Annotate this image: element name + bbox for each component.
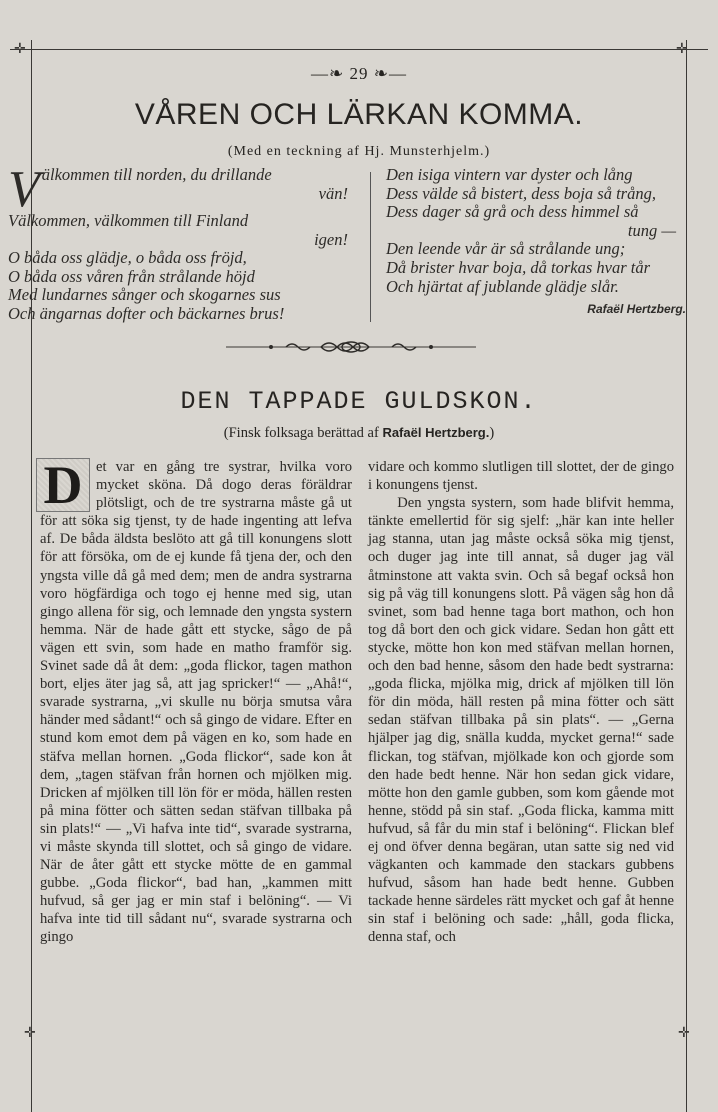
column-divider xyxy=(370,172,371,322)
poem-line: Och ängarnas dofter och bäckarnes brus! xyxy=(8,303,285,323)
crop-mark-icon: ✛ xyxy=(676,41,688,57)
poem-line: tung — xyxy=(627,220,676,240)
ornament-divider-icon xyxy=(226,338,476,356)
story-paragraph: vidare och kommo slutligen till slottet, der de gingo i konungens tjenst. xyxy=(368,459,674,494)
story-subtitle xyxy=(0,425,718,442)
poem-signature: Rafaël Hertzberg. xyxy=(587,302,686,317)
story-text-left: et var en gång tre systrar, hvilka voro mycket sköna. Då dogo deras föräldrar plötsligt, och de tre systrarna måste gå ut för att söka sig tjenst, ty de hade ingenting att lefva af. De båda äldsta beslöto att gå till konungens slott för att försöka, om de ej kunde få tjena der, och den yngsta ville då gå med dem; men de andra systrarna voro högfärdiga och togo ej henne med sig, utan gingo allena för sig, och lemnade den yngsta systern hemma. När de hade gått ett stycke, sågo de på vägen ett svin, som hade en matho framför sig. Svinet sade då åt dem: „goda flickor, tagen mathon bort, eljes äter jag så, att jag spricker!“ — „Ahå!“, svarade systrarna, „vi skulle nu börja smutsa våra händer med sådant!“ och så gingo de vidare. Efter en stund kom emot dem på vägen en ko, som hade en stäfva mellan hornen. „Goda flickor“, sade kon åt dem, „tagen stäfvan från hornen och mjölken mig. Dricken af mjölken till lön för er möda, hällen resten på mina fötter och sätten sedan stäfvan tillbaka på sin plats!“ — „Vi hafva inte tid“, svarade systrarna, vi måste skynda till slottet, och så gingo de vidare. När de åter gått ett stycke mötte de en gammal gubbe. „Goda flickor“, bad han, „kammen mitt hufvud, så ger jag er min staf i belöning“. — Vi hafva inte tid till sådant nu“, svarade systrarna och gingo xyxy=(40,459,352,946)
subtitle-author: Rafaël Hertzberg. xyxy=(382,425,490,440)
story-paragraph: Den yngsta systern, som hade blifvit hemma, tänkte emellertid för sig sjelf: „här kan inte heller jag stanna, utan jag måste också söka mig tjenst, och duger jag inte till annat, så duger jag väl åtminstone att vakta svin. Och så begaf också hon sig på väg till konungens slott. På vägen såg hon då svinet, som bad henne taga bort mathon, och hon tog då bort den och gick vidare. Sedan hon gått ett stycke, mötte hon kon med stäfvan mellan hornen, och den bad henne, såsom den hade bedt systrarna: „goda flicka, mjölka mig, drick af mjölken till lön för din möda, häll resten på mina fötter och sätt sedan stäfvan tillbaka på sin plats“. — „Gerna hjälper jag dig, snälla kudda, mycket gerna!“ sade flickan, tog stäfvan, mjölkade kon och gjorde som den hade bedt henne. När hon sedan gick vidare, mötte hon den gamle gubben, som kom gående mot henne, stödd på sin staf. „Goda flicka, kamma mitt hufvud, så får du min staf i belöning“. Flickan blef ej ond öfver denna begäran, utan satte sig ned vid vägkanten och kammade den stackars gubbens hufvud, såsom han hade bedt henne. Gubben tackade henne särdeles rätt mycket och gaf åt henne sin staf i belöning och sade: „håll, goda flicka, denna staf, och xyxy=(368,495,674,946)
poem-line: Den leende vår är så strålande ung; xyxy=(386,239,626,259)
story-title: DEN TAPPADE GULDSKON. xyxy=(180,387,538,416)
subtitle-suffix: ) xyxy=(489,425,495,441)
crop-mark-icon: ✛ xyxy=(14,41,26,57)
story-column-right xyxy=(368,458,674,947)
poem-line: Då brister hvar boja, då torkas hvar tår xyxy=(386,257,650,277)
poem-line: Den isiga vintern var dyster och lång xyxy=(386,165,633,184)
poem-line: igen! xyxy=(314,229,348,249)
poem-line: Dess dager så grå och dess himmel så xyxy=(386,202,639,222)
poem-line: Välkommen, välkommen till Finland xyxy=(8,211,249,230)
illustration-credit: (Med en teckning af Hj. Munsterhjelm.) xyxy=(227,144,491,159)
subtitle-prefix: (Finsk folksaga berättad af xyxy=(223,425,379,441)
poem-line: Med lundarnes sånger och skogarnes sus xyxy=(8,285,281,305)
poem-line: O båda oss glädje, o båda oss fröjd, xyxy=(8,248,247,268)
poem-line: O båda oss våren från strålande höjd xyxy=(8,266,255,286)
poem-title: VÅREN OCH LÄRKAN KOMMA. xyxy=(134,98,584,131)
poem-right-stanza xyxy=(386,166,686,319)
crop-line-top xyxy=(10,49,708,50)
story-dropcap: D xyxy=(36,458,90,512)
poem-line: Och hjärtat af jublande glädje slår. xyxy=(386,276,619,296)
poem-line: vän! xyxy=(318,183,348,203)
crop-mark-icon: ✛ xyxy=(24,1025,36,1041)
crop-line-right xyxy=(686,40,687,1112)
crop-mark-icon: ✛ xyxy=(678,1025,690,1041)
story-column-left xyxy=(40,455,352,947)
page-number: —❧ 29 ❧— xyxy=(311,64,407,83)
poem-line: älkommen till norden, du drillande xyxy=(41,165,272,184)
poem-dropcap: V xyxy=(8,161,40,218)
poem-line: Dess välde så bistert, dess boja så trång, xyxy=(386,183,656,203)
poem-left-stanza xyxy=(8,161,358,324)
